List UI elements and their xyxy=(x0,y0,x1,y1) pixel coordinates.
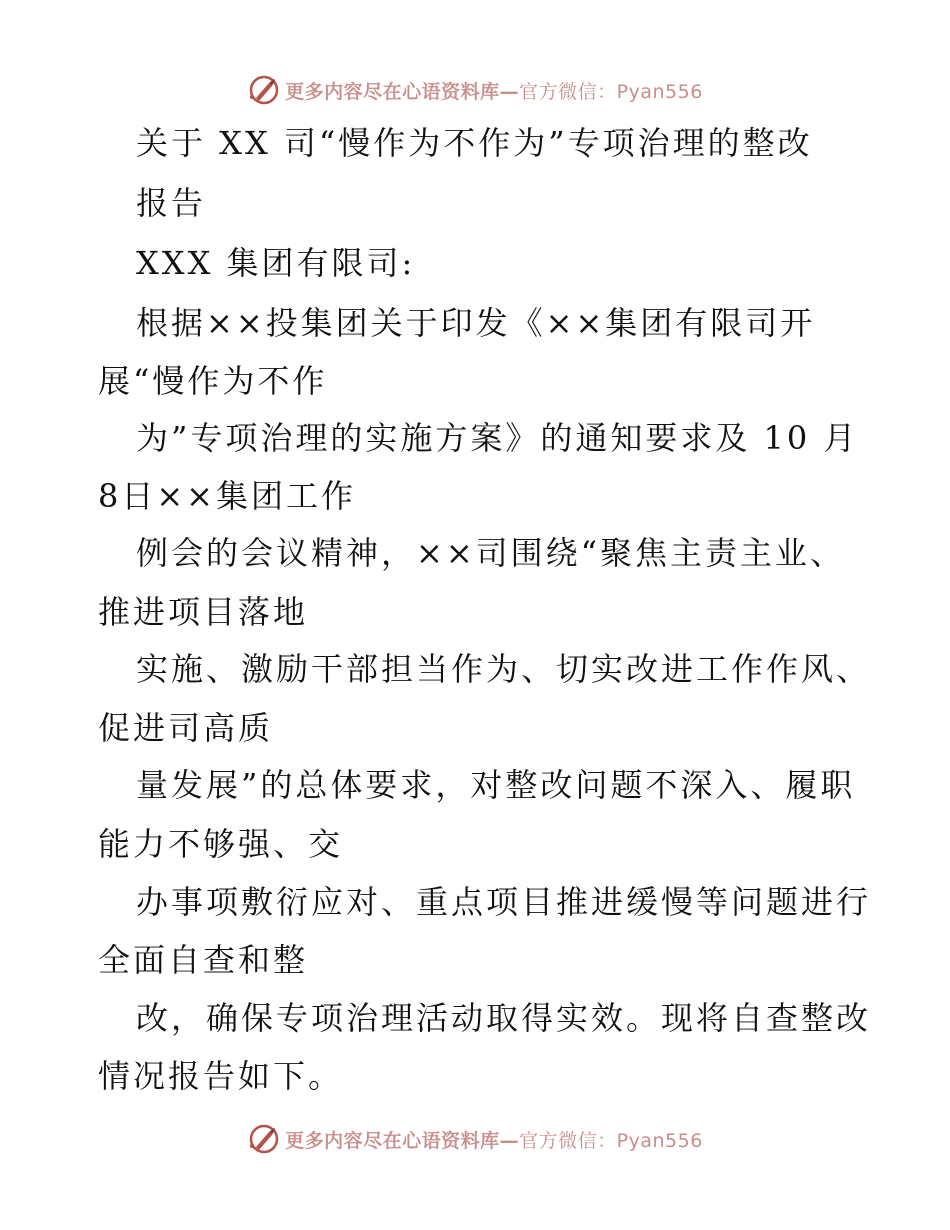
watermark-wechat: 官方微信：Pyan556 xyxy=(519,80,703,103)
paragraph-line: 全面自查和整 xyxy=(98,941,309,979)
paragraph-line: 实施、激励干部担当作为、切实改进工作作风、 xyxy=(136,650,872,688)
footer-watermark xyxy=(0,1119,950,1159)
paragraph-line: 展“慢作为不作 xyxy=(98,362,328,400)
header-watermark xyxy=(0,70,950,110)
paragraph-line: 例会的会议精神，××司围绕“聚焦主责主业、 xyxy=(136,534,845,572)
watermark-text: 更多内容尽在心语资料库 xyxy=(285,1129,500,1152)
pen-logo-icon xyxy=(247,1122,281,1156)
paragraph-line: 为”专项治理的实施方案》的通知要求及 10 月 xyxy=(136,419,859,457)
paragraph-line: 根据××投集团关于印发《××集团有限司开 xyxy=(136,304,816,342)
title-line-2: 报告 xyxy=(136,184,207,222)
paragraph-line: 量发展”的总体要求，对整改问题不深入、履职 xyxy=(136,766,856,804)
paragraph-line: 能力不够强、交 xyxy=(98,825,344,863)
pen-logo-icon xyxy=(247,73,281,107)
watermark-wechat: 官方微信：Pyan556 xyxy=(519,1129,703,1152)
paragraph-line: 改，确保专项治理活动取得实效。现将自查整改 xyxy=(136,999,872,1037)
paragraph-line: 办事项敷衍应对、重点项目推进缓慢等问题进行 xyxy=(136,883,872,921)
title-line-1: 关于 XX 司“慢作为不作为”专项治理的整改 xyxy=(136,124,813,162)
watermark-dash: — xyxy=(499,80,520,103)
paragraph-line: 8日××集团工作 xyxy=(98,477,356,515)
paragraph-line: 推进项目落地 xyxy=(98,593,309,631)
paragraph-line: 促进司高质 xyxy=(98,709,274,747)
paragraph-line: 情况报告如下。 xyxy=(98,1057,344,1095)
salutation: XXX 集团有限司: xyxy=(136,244,416,282)
watermark-dash: — xyxy=(499,1129,520,1152)
watermark-text: 更多内容尽在心语资料库 xyxy=(285,80,500,103)
